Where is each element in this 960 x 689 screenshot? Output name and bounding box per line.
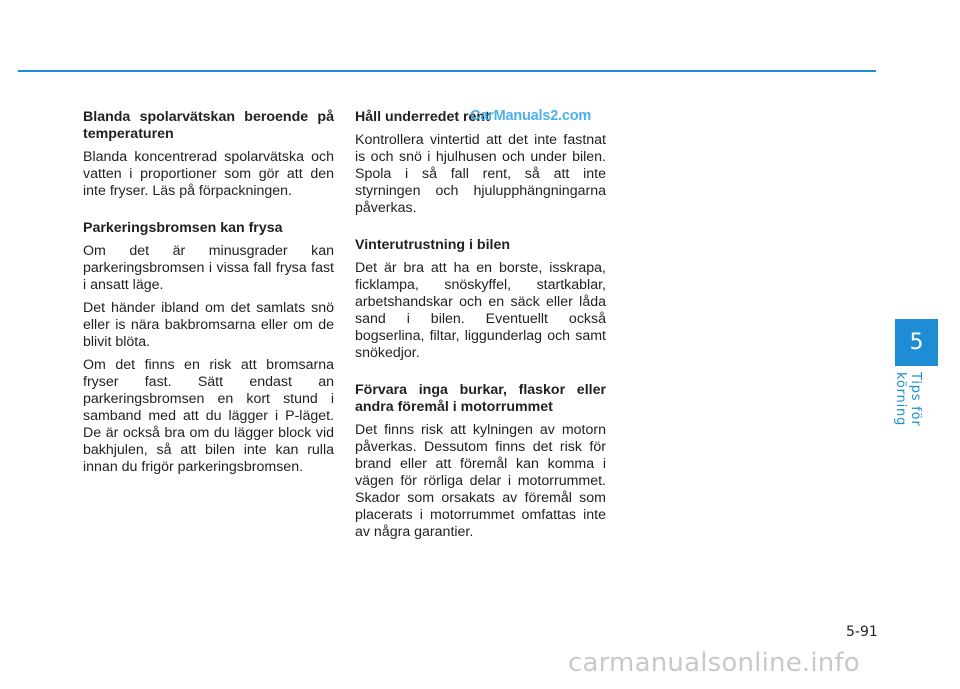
header-rule <box>18 70 876 72</box>
chapter-title: Tips för körning <box>893 372 923 427</box>
section-engine-bay <box>355 382 606 541</box>
section-heading: Blanda spolarvätskan beroende på temperaturen <box>83 109 334 142</box>
section-paragraph: Kontrollera vintertid att det inte fastnat is och snö i hjulhusen och under bilen. Spola i så fall rent, så att inte styrningen och hjulupphängningarna påverkas. <box>355 132 606 216</box>
page-number: 5-91 <box>846 624 878 640</box>
chapter-number-tab: 5 <box>895 319 938 366</box>
section-winter-equipment <box>355 237 606 362</box>
section-heading: Håll underredet rent <box>355 109 490 125</box>
footer-watermark: carmanualsonline.info <box>568 648 860 678</box>
section-parking-brake <box>83 220 334 476</box>
section-paragraph: Om det finns en risk att bromsarna fryser fast. Sätt endast an parkeringsbromsen en kort stund i samband med att du lägger i P-läget. De är också bra om du lägger block vid bakhjulen, så att bilen inte kan rulla innan du frigör parkeringsbromsen. <box>83 357 334 475</box>
section-paragraph: Det finns risk att kylningen av motorn påverkas. Dessutom finns det risk för brand eller att föremål kan komma i vägen för rörliga delar i motorrummet. Skador som orsakats av föremål som placerats i motorrummet omfattas inte av några garantier. <box>355 422 606 540</box>
section-heading: Vinterutrustning i bilen <box>355 237 511 253</box>
site-watermark: CarManuals2.com <box>470 108 592 124</box>
left-column <box>83 109 334 496</box>
section-washer-fluid <box>83 109 334 200</box>
section-paragraph: Om det är minusgrader kan parkeringsbromsen i vissa fall frysa fast i ansatt läge. <box>83 243 334 293</box>
section-paragraph: Det händer ibland om det samlats snö eller is nära bakbromsarna eller om de blivit blöta. <box>83 300 334 350</box>
section-heading: Förvara inga burkar, flaskor eller andra föremål i motorrummet <box>355 382 606 415</box>
section-paragraph: Blanda koncentrerad spolarvätska och vatten i proportioner som gör att den inte fryser. Läs på förpackningen. <box>83 149 334 199</box>
right-column <box>355 109 606 561</box>
section-heading: Parkeringsbromsen kan frysa <box>83 220 283 236</box>
section-paragraph: Det är bra att ha en borste, isskrapa, ficklampa, snöskyffel, startkablar, arbetshandskar och en säck eller låda sand i bilen. Eventuellt också bogserlina, filtar, liggunderlag och samt snökedjor. <box>355 260 606 361</box>
section-undercarriage <box>355 109 606 217</box>
